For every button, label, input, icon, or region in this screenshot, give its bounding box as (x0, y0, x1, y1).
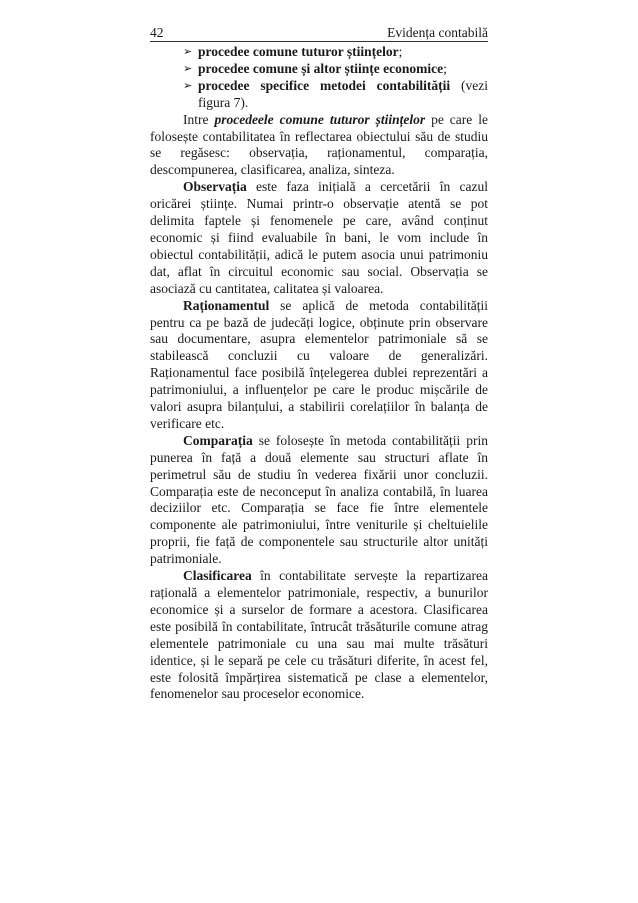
paragraph-term: Observația (183, 179, 247, 195)
paragraph-term: Clasificarea (183, 568, 252, 584)
paragraph-term: Comparația (183, 432, 253, 448)
list-item-text: (vezi figura 7). (198, 77, 488, 110)
paragraph-comparatia (150, 433, 488, 568)
procedure-list (150, 44, 488, 112)
arrow-bullet-icon: ➢ (183, 62, 193, 75)
arrow-bullet-icon: ➢ (183, 79, 193, 92)
list-item-term: procedee specifice metodei contabilității (198, 77, 451, 93)
list-item-term: procedee comune tuturor științelor (198, 44, 399, 59)
paragraph-clasificarea (150, 568, 488, 703)
paragraph-text: în contabilitate servește la repartizarea rațională a elementelor patrimoniale, respectiv, a bunurilor economice și a surselor de formare a acestora. Clasificarea este posibilă în contabilitate, întrucât trăsăturile comune atrag elementele patrimoniale cu una sau mai multe trăsături identice, și le separă pe cele cu trăsături diferite, în acest fel, este folosită împărțirea sistematică pe clase a elementelor, fenomenelor sau proceselor economice. (150, 568, 488, 702)
paragraph-text: este faza inițială a cercetării în cazul oricărei științe. Numai printr-o observație atentă se pot delimita faptele și fenomenele pe care, având conținut economic și fiind evaluabile în bani, le vom include în obiectul contabilității, adică le putem asocia unui patrimoniu dat, aflat în circuitul economic sau social. Observația se asociază cu cantitatea, calitatea și valoarea. (150, 179, 488, 296)
list-item-term: procedee comune și altor științe economice (198, 60, 444, 76)
page-body (150, 44, 488, 703)
paragraph-intro (150, 112, 488, 180)
paragraph-text: se folosește în metoda contabilității prin punerea în față a două elemente sau structuri aflate în perimetrul său de studiu în vederea fixării unor concluzii. Comparația este de neconceput în analiza contabilă, în luarea deciziilor etc. Comparația se face fie între elementele componente ale patrimoniului, între veniturile și cheltuielile proprii, fie față de componentele sau structurile altor unități patrimoniale. (150, 432, 488, 567)
paragraph-text: se aplică de metoda contabilității pentru ca pe bază de judecăți logice, obținute prin observare sau documentare, asupra elementelor patrimoniale să se stabilească concluzii cu valoare de generalizări. Raționamentul face posibilă înțelegerea dublei reprezentări a patrimoniului, a influențelor pe care le produc mișcările de valori asupra bilanțului, a stabilirii corelațiilor în balanța de verificare etc. (150, 297, 488, 431)
page-number: 42 (150, 25, 164, 40)
arrow-bullet-icon: ➢ (183, 46, 193, 58)
paragraph-observatia (150, 179, 488, 297)
paragraph-rationamentul (150, 298, 488, 433)
running-title: Evidența contabilă (387, 25, 488, 40)
list-item-text: ; (398, 44, 403, 59)
list-item (150, 44, 488, 61)
paragraph-text: Intre (183, 111, 215, 127)
list-item (150, 61, 488, 78)
list-item (150, 78, 488, 112)
paragraph-term: procedeele comune tuturor științelor (214, 111, 426, 127)
list-item-text: ; (443, 60, 447, 76)
page-header (150, 24, 488, 42)
paragraph-text: pe care le folosește contabilitatea în reflectarea obiectului său de studiu se regăsesc: observația, raționamentul, comparația, descompunerea, clasificarea, analiza, sinteza. (150, 111, 488, 178)
paragraph-term: Raționamentul (183, 297, 270, 313)
